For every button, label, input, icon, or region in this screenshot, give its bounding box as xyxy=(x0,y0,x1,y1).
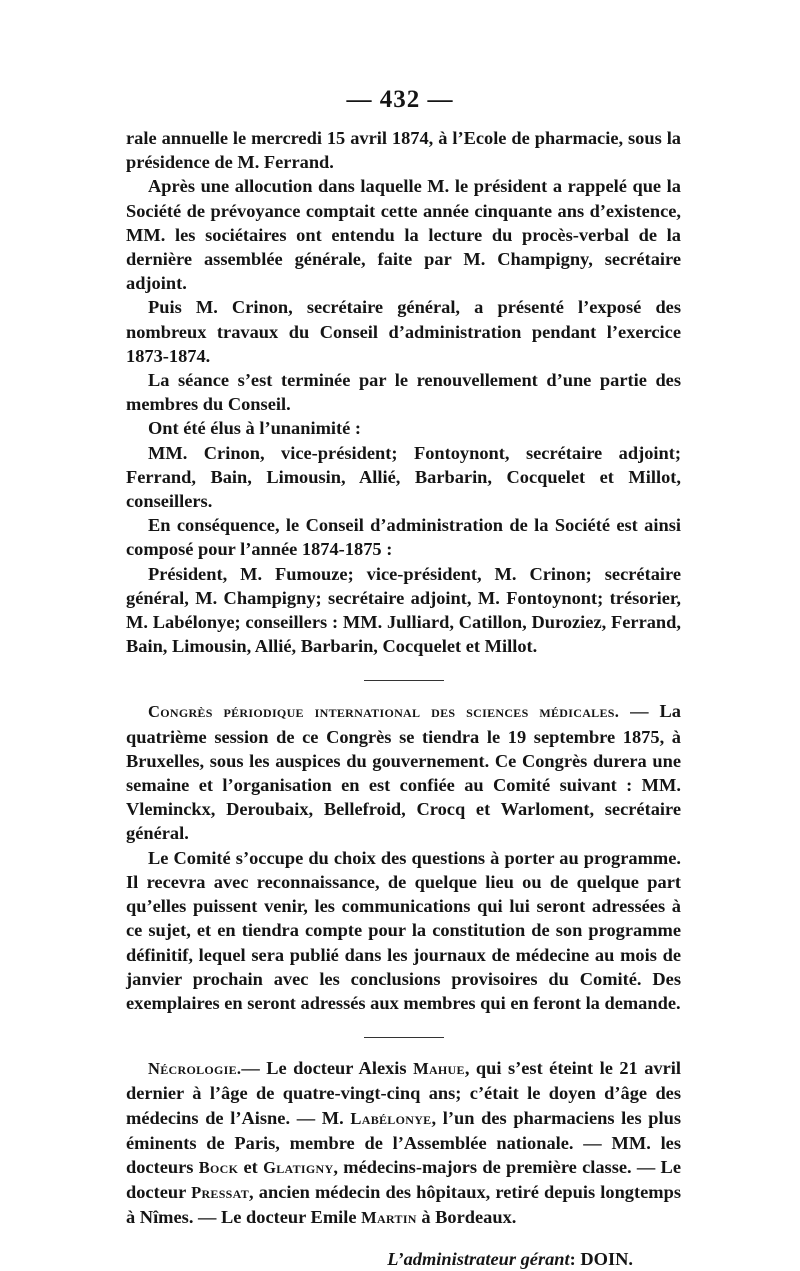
body-text xyxy=(126,126,681,1271)
paragraph: En conséquence, le Conseil d’administration de la Société est ainsi composé pour l’année 1874-1875 : xyxy=(126,515,681,560)
section-divider xyxy=(364,1037,444,1038)
person-name: Pressat xyxy=(191,1183,250,1203)
congres-paragraph xyxy=(126,699,681,845)
text-run: , médecins-majors de première classe. — Le docteur xyxy=(126,1156,681,1203)
section-heading: Congrès périodique international des sciences médicales. xyxy=(148,702,620,722)
text-run: — Le docteur Alexis xyxy=(241,1058,414,1079)
paragraph: Après une allocution dans laquelle M. le président a rappelé que la Société de prévoyance comptait cette année cinquante ans d’existence, MM. les sociétaires ont entendu la lecture du procès-verbal de la dernière assemblée générale, faite par M. Champigny, secrétaire adjoint. xyxy=(126,176,681,294)
section-divider xyxy=(364,680,444,681)
person-name: Mahue xyxy=(413,1059,465,1079)
paragraph: MM. Crinon, vice-président; Fontoynont, secrétaire adjoint; Ferrand, Bain, Limousin, Allié, Barbarin, Cocquelet et Millot, conseillers. xyxy=(126,442,681,512)
section-heading: Nécrologie. xyxy=(148,1059,242,1079)
paragraph-text: — La quatrième session de ce Congrès se tiendra le 19 septembre 1875, à Bruxelles, sous les auspices du gouvernement. Ce Congrès durera une semaine et l’organisation en est confiée au Comité suivant : MM. Vleminckx, Deroubaix, Bellefroid, Crocq et Warloment, secrétaire général. xyxy=(126,701,681,844)
signature xyxy=(126,1247,681,1271)
paragraph: Puis M. Crinon, secrétaire général, a présenté l’exposé des nombreux travaux du Conseil d’administration pendant l’exercice 1873-1874. xyxy=(126,297,681,366)
paragraph: rale annuelle le mercredi 15 avril 1874, à l’Ecole de pharmacie, sous la présidence de M. Ferrand. xyxy=(126,128,681,173)
signature-sep: : xyxy=(569,1248,581,1269)
text-run: à Bordeaux. xyxy=(416,1207,517,1228)
signature-role: L’administrateur gérant xyxy=(387,1248,570,1269)
text-run: , qui s’est éteint le 21 avril dernier à l’âge de quatre-vingt-cinq ans; c’était le doyen d’âge des médecins de l’Aisne. — M. xyxy=(126,1058,681,1128)
text-run: , ancien médecin des hôpitaux, retiré depuis longtemps à Nîmes. — Le docteur Emile xyxy=(126,1182,681,1228)
text-run: , l’un des pharmaciens les plus éminents de Paris, membre de l’Assemblée nationale. — MM. les docteurs xyxy=(126,1107,681,1177)
paragraph: Président, M. Fumouze; vice-président, M. Crinon; secrétaire général, M. Champigny; secrétaire adjoint, M. Fontoynont; trésorier, M. Labélonye; conseillers : MM. Julliard, Catillon, Duroziez, Ferrand, Bain, Limousin, Allié, Barbarin, Cocquelet et Millot. xyxy=(126,563,681,657)
signature-name: DOIN. xyxy=(580,1248,633,1269)
page-number: — 432 — xyxy=(346,86,454,113)
person-name: Bock xyxy=(198,1157,239,1177)
text-run: et xyxy=(238,1156,264,1177)
paragraph: Ont été élus à l’unanimité : xyxy=(148,418,362,439)
necrologie-paragraph xyxy=(126,1056,681,1230)
person-name: Glatigny xyxy=(263,1157,334,1177)
person-name: Labélonye xyxy=(350,1108,432,1128)
person-name: Martin xyxy=(361,1208,417,1228)
paragraph: La séance s’est terminée par le renouvellement d’une partie des membres du Conseil. xyxy=(126,370,681,415)
paragraph: Le Comité s’occupe du choix des questions à porter au programme. Il recevra avec reconnaissance, de quelque lieu ou de quelque part qu’elles puissent venir, les communications qui lui seront adressées à ce sujet, et en tiendra compte pour la constitution de son programme définitif, lequel sera publié dans les journaux de médecine au mois de janvier prochain avec les conclusions provisoires du Comité. Des exemplaires en seront adressés aux membres qui en feront la demande. xyxy=(126,847,681,1013)
